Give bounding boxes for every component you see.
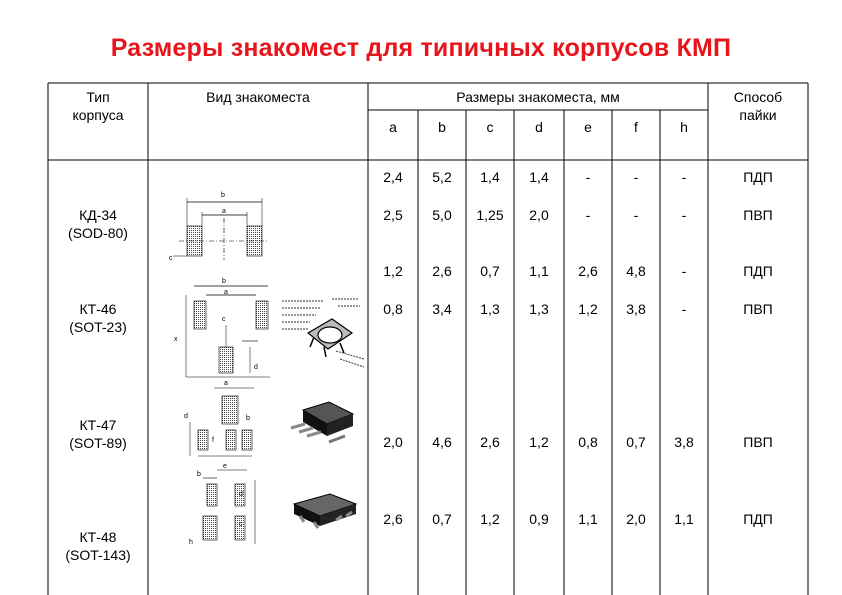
cell-h: - <box>681 207 687 223</box>
header-type <box>48 88 148 124</box>
cell-c: 0,7 <box>480 263 500 279</box>
dim-label-a: a <box>224 289 228 296</box>
cell-f: - <box>633 169 639 185</box>
cell-b: 3,4 <box>432 301 452 317</box>
cell-c: 1,25 <box>476 207 504 223</box>
cell-h: - <box>681 263 687 279</box>
cell-f: 2,0 <box>626 511 646 527</box>
cell-f: 0,7 <box>626 434 646 450</box>
dim-label-a: a <box>222 208 226 215</box>
cell-method: ПВП <box>743 434 773 450</box>
dim-label-c: c <box>222 316 226 323</box>
cell-d: 1,2 <box>529 434 549 450</box>
package-kt46-image <box>280 293 370 375</box>
cell-b: 0,7 <box>432 511 452 527</box>
cell-d: 0,9 <box>529 511 549 527</box>
cell-method: ПВП <box>743 207 773 223</box>
page-title: Размеры знакомест для типичных корпусов КМП <box>110 34 732 62</box>
col-header-d: d <box>535 119 543 135</box>
cell-e: 1,2 <box>578 301 598 317</box>
cell-h: - <box>681 301 687 317</box>
cell-method: ПДП <box>743 263 773 279</box>
cell-e: - <box>585 207 591 223</box>
dim-label-d: d <box>239 491 243 498</box>
header-view: Вид знакоместа <box>206 89 310 105</box>
cell-h: 3,8 <box>674 434 694 450</box>
dim-label-f: f <box>212 437 214 444</box>
cell-c: 2,6 <box>480 434 500 450</box>
cell-e: - <box>585 169 591 185</box>
cell-e: 1,1 <box>578 511 598 527</box>
header-type-line2: корпуса <box>72 107 124 123</box>
dim-label-a: a <box>224 380 228 387</box>
dim-label-c: c <box>169 255 173 262</box>
cell-method: ПДП <box>743 169 773 185</box>
dim-label-d: d <box>254 364 258 371</box>
package-code: (SOD-80) <box>68 225 128 241</box>
header-method-line1: Способ <box>733 89 783 105</box>
dim-label-d: d <box>184 413 188 420</box>
col-header-f: f <box>634 119 638 135</box>
footprint-kt48-drawing <box>185 462 275 552</box>
dim-label-x: x <box>174 336 178 343</box>
footprint-kt46-drawing <box>170 273 280 379</box>
cell-e: 2,6 <box>578 263 598 279</box>
cell-c: 1,4 <box>480 169 500 185</box>
col-header-a: a <box>389 119 397 135</box>
cell-method: ПДП <box>743 511 773 527</box>
cell-b: 2,6 <box>432 263 452 279</box>
cell-f: - <box>633 207 639 223</box>
cell-h: - <box>681 169 687 185</box>
dim-label-b: b <box>222 278 226 285</box>
package-code: (SOT-143) <box>65 547 131 563</box>
col-header-c: c <box>486 119 494 135</box>
dim-label-b: b <box>221 192 225 199</box>
cell-b: 4,6 <box>432 434 452 450</box>
package-kd34 <box>48 206 148 242</box>
header-method-line2: пайки <box>739 107 777 123</box>
cell-b: 5,0 <box>432 207 452 223</box>
cell-a: 0,8 <box>383 301 403 317</box>
dim-label-b: b <box>246 415 250 422</box>
package-code: (SOT-23) <box>69 319 127 335</box>
cell-e: 0,8 <box>578 434 598 450</box>
col-header-b: b <box>438 119 446 135</box>
cell-a: 2,4 <box>383 169 403 185</box>
cell-f: 4,8 <box>626 263 646 279</box>
package-code: (SOT-89) <box>69 435 127 451</box>
cell-c: 1,2 <box>480 511 500 527</box>
header-type-line1: Тип <box>86 89 110 105</box>
package-kt48 <box>48 528 148 564</box>
header-sizes: Размеры знакоместа, мм <box>456 89 620 105</box>
col-header-e: e <box>584 119 592 135</box>
cell-method: ПВП <box>743 301 773 317</box>
cell-a: 1,2 <box>383 263 403 279</box>
footprint-kd34-drawing <box>165 188 275 270</box>
package-name: КТ-47 <box>79 417 117 433</box>
package-name: КТ-46 <box>79 301 117 317</box>
package-kt47 <box>48 416 148 452</box>
package-name: КД-34 <box>79 207 117 223</box>
dim-label-e: e <box>223 463 227 470</box>
cell-c: 1,3 <box>480 301 500 317</box>
cell-d: 1,1 <box>529 263 549 279</box>
package-kt46 <box>48 300 148 336</box>
cell-a: 2,0 <box>383 434 403 450</box>
cell-d: 1,4 <box>529 169 549 185</box>
footprint-kt47-drawing <box>180 376 270 462</box>
package-kt47-image <box>285 398 365 456</box>
dim-label-h: h <box>189 539 193 546</box>
cell-a: 2,6 <box>383 511 403 527</box>
dim-label-b: b <box>197 471 201 478</box>
header-method <box>708 88 808 124</box>
cell-h: 1,1 <box>674 511 694 527</box>
cell-d: 1,3 <box>529 301 549 317</box>
cell-f: 3,8 <box>626 301 646 317</box>
cell-d: 2,0 <box>529 207 549 223</box>
dim-label-c: c <box>239 521 243 528</box>
package-name: КТ-48 <box>79 529 117 545</box>
cell-b: 5,2 <box>432 169 452 185</box>
package-kt48-image <box>284 488 364 538</box>
col-header-h: h <box>680 119 688 135</box>
cell-a: 2,5 <box>383 207 403 223</box>
